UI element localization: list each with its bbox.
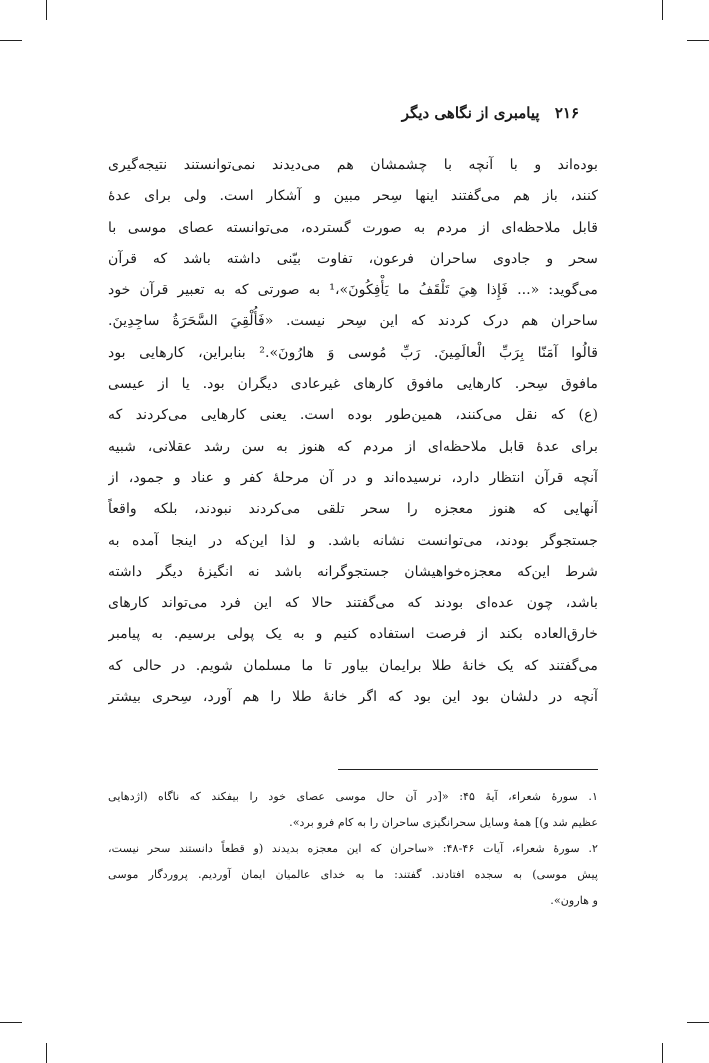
- footnote-line: عظیم شد و)] همهٔ وسایل سحرانگیزی ساحران را به کام فرو برد».: [289, 816, 598, 829]
- crop-mark-top-right-vertical: [662, 0, 663, 20]
- text-line: ساحران هم درک کردند که این سِحر نیست. «فَأُلْقِيَ السَّحَرَةُ ساجِدِينَ.: [108, 313, 598, 330]
- running-header: [80, 104, 579, 122]
- text-line: سحر و جادوی ساحران فرعون، تفاوت بیّنی داشته باشد که قرآن: [108, 250, 598, 267]
- footnote-line: و هارون».: [550, 894, 598, 907]
- text-line: آنچه در دلشان بود این بود که اگر خانهٔ طلا را هم آورد، سِحری بیشتر: [108, 689, 598, 706]
- text-line: (ع) که نقل می‌کنند، همین‌طور بوده است. یعنی کارهایی می‌کردند که: [108, 407, 598, 424]
- text-line: باشد، چون عده‌ای بودند که می‌گفتند حالا که این فرد می‌تواند کارهای: [108, 595, 598, 612]
- crop-mark-bottom-left-vertical: [46, 1043, 47, 1063]
- text-line: مافوق سِحر. کارهایی مافوق کارهای غیرعادی دیگران بود. یا از عیسی: [108, 376, 598, 393]
- crop-mark-bottom-right-vertical: [662, 1043, 663, 1063]
- running-title: پیامبری از نگاهی دیگر: [401, 104, 540, 122]
- text-line: آنچه قرآن انتظار دارد، نرسیده‌اند و در آن مرحلهٔ کفر و عناد و جمود، از: [108, 469, 598, 486]
- text-line: کنند، باز هم می‌گفتند اینها سِحر مبین و آشکار است. ولی برای عدهٔ: [108, 188, 598, 205]
- footnote-divider: [338, 769, 598, 770]
- text-line: بوده‌اند و با آنچه با چشمشان هم می‌دیدند نمی‌توانستند نتیجه‌گیری: [108, 157, 598, 173]
- text-line: می‌گوید: «... فَإِذا هِيَ تَلْقَفُ ما يَأْفِكُونَ»،¹ به صورتی که به تعبیر قرآن خود: [108, 282, 598, 299]
- footnote-line: ۱. سورهٔ شعراء، آیهٔ ۴۵: «[در آن حال موسی عصای خود را بیفکند که ناگاه (اژدهایی: [108, 790, 598, 803]
- crop-mark-bottom-right: [687, 1022, 709, 1023]
- body-text: [108, 150, 598, 713]
- text-line: می‌گفتند که یک خانهٔ طلا برایمان بیاور تا ما مسلمان شویم. در حالی که: [108, 657, 598, 674]
- crop-mark-top-left: [0, 40, 22, 41]
- text-line: قابل ملاحظه‌ای از مردم به صورت گسترده، می‌توانسته عصای موسی با: [108, 219, 598, 236]
- crop-mark-top-left-vertical: [46, 0, 47, 20]
- text-line: آنهایی که هنوز معجزه را سحر تلقی می‌کردند نبودند، بلکه واقعاً: [108, 501, 598, 518]
- text-line: شرط این‌که معجزه‌خواهیشان جستجوگرانه باشد نه انگیزهٔ دیگر داشته: [108, 563, 598, 580]
- text-line: قالُوا آمَنّا بِرَبِّ الْعالَمِينَ. رَبِّ مُوسى وَ هارُونَ».² بنابراین، کارهایی بود: [108, 344, 598, 361]
- text-line: جستجوگر بودند، می‌توانست نشانه باشد. و لذا این‌که در اینجا آمده به: [108, 532, 598, 549]
- footnote-line: پیش موسی) به سجده افتادند. گفتند: ما به خدای عالمیان ایمان آوردیم. پروردگار موسی: [108, 868, 598, 881]
- footnotes: [108, 784, 598, 914]
- text-line: خارق‌العاده بکند از فرصت استفاده کنیم و به یک پولی برسیم. به پیامبر: [108, 626, 598, 643]
- crop-mark-top-right: [687, 40, 709, 41]
- footnote-line: ۲. سورهٔ شعراء، آیات ۴۶-۴۸: «ساحران که این معجزه بدیدند (و قطعاً دانستند سحر نیست،: [108, 842, 598, 855]
- crop-mark-bottom-left: [0, 1022, 22, 1023]
- page-number: ۲۱۶: [554, 104, 579, 122]
- text-line: برای عدهٔ قابل ملاحظه‌ای از مردم که هنوز به سن رشد عقلانی، شبیه: [108, 438, 598, 455]
